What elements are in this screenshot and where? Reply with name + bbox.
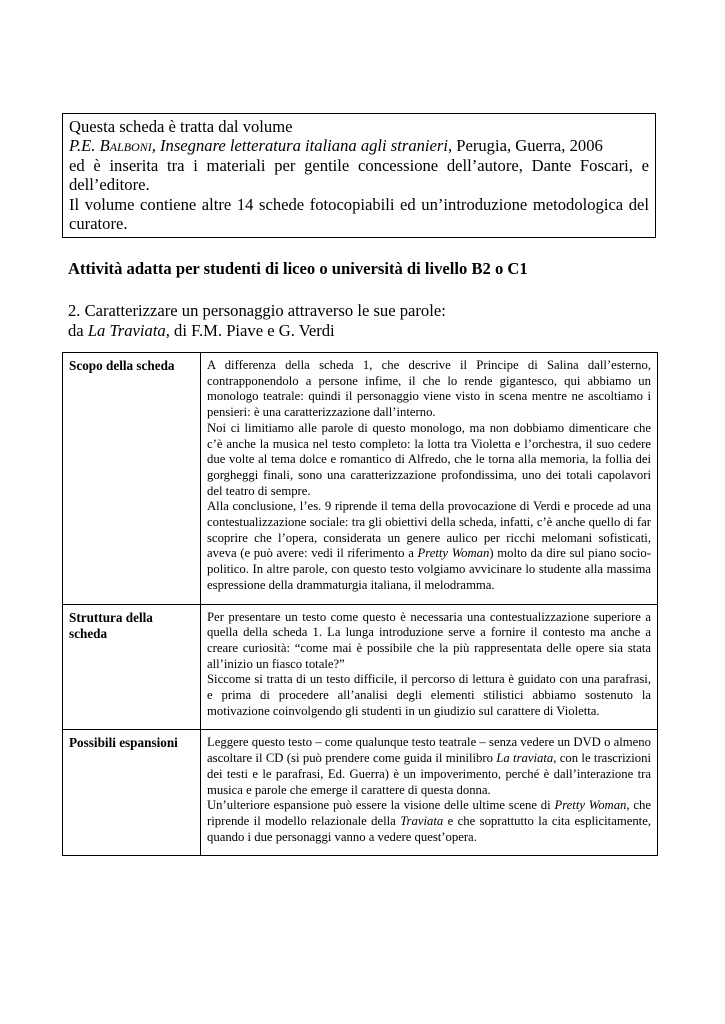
book-author: P.E. Balboni, xyxy=(69,136,156,156)
scopo-p3-italic: Pretty Woman xyxy=(417,546,490,561)
row-label-scopo: Scopo della scheda xyxy=(63,353,201,605)
scopo-paragraph-2: Noi ci limitiamo alle parole di questo monologo, ma non dobbiamo dimenticare che c’è anche la musica nel testo completo: la lotta tra Violetta e l’orchestra, il suo cedere due volte al tema dolce e romantico di Alfredo, che le torna alla memoria, la follia dei gorgheggi finali, sono una caratterizzazione profondissima, uno dei totali capolavori del teatro di sempre. xyxy=(207,420,651,498)
table-row-espansioni xyxy=(63,730,658,856)
scopo-paragraph-3 xyxy=(207,499,651,593)
table-row-struttura xyxy=(63,604,658,730)
row-content-struttura xyxy=(201,604,658,730)
espansioni-p2-text-b: , che riprende il modello relazionale della xyxy=(207,798,651,828)
book-publisher: , Perugia, Guerra, 2006 xyxy=(447,136,603,156)
struttura-paragraph-1: Per presentare un testo come questo è necessaria una contestualizzazione superiore a quella della scheda 1. La lunga introduzione serve a fornire il contesto ma anche a creare curiosità: “come mai è possibile che la più rappresentata delle opere sia stata all’inizio un fiasco totale?” xyxy=(207,609,651,671)
intro-concession: ed è inserita tra i materiali per gentile concessione dell’autore, Dante Foscari, e dell’editore. xyxy=(69,155,649,195)
subtitle-line2 xyxy=(68,321,446,341)
struttura-paragraph-2: Siccome si tratta di un testo difficile, il percorso di lettura è guidato con una parafrasi, e prima di procedere all’analisi degli elementi stilistici abbiamo sostenuto la motivazione coinvolgendo gli studenti in un giudizio sul carattere di Violetta. xyxy=(207,672,651,718)
row-content-espansioni xyxy=(201,730,658,856)
row-label-espansioni: Possibili espansioni xyxy=(63,730,201,856)
subtitle-prefix: da xyxy=(68,321,88,340)
subtitle-work: La Traviata, xyxy=(87,321,170,340)
row-label-struttura: Struttura della scheda xyxy=(63,604,201,730)
activity-subtitle xyxy=(68,301,446,341)
espansioni-p2-text-a: Un’ulteriore espansione può essere la visione delle ultime scene di xyxy=(207,798,555,813)
espansioni-p1-text-b: con le trascrizioni dei testi e le parafrasi, Ed. Guerra) è un impoverimento, perché è dall’interazione tra musica e parole che emerge il carattere di questa donna. xyxy=(207,751,652,797)
espansioni-p2-italic2: Traviata xyxy=(400,813,444,828)
activity-heading: Attività adatta per studenti di liceo o università di livello B2 o C1 xyxy=(68,259,528,278)
espansioni-p2-italic: Pretty Woman xyxy=(554,798,627,813)
scopo-p3-text-b: ) molto da dire sul piano socio-politico. In altre parole, con questo testo volgiamo avvicinare lo studente alla massima espressione della drammaturgia italiana, il melodramma. xyxy=(207,546,651,592)
intro-contents: Il volume contiene altre 14 schede fotocopiabili ed un’introduzione metodologica del curatore. xyxy=(69,194,649,234)
scheda-table xyxy=(62,352,658,856)
espansioni-paragraph-2 xyxy=(207,798,651,845)
scopo-paragraph-1: A differenza della scheda 1, che descrive il Principe di Salina dall’esterno, contrapponendolo a persone infime, il che lo rende gigantesco, qui abbiamo un monologo teatrale: quindi il personaggio viene visto in scena mentre ne ascoltiamo i pensieri: è una caratterizzazione dall’interno. xyxy=(207,358,651,420)
espansioni-p2-text-c: e che soprattutto la cita esplicitamente, quando i due personaggi vanno a vedere quest’opera. xyxy=(207,813,651,844)
espansioni-paragraph-1 xyxy=(207,735,651,798)
intro-box xyxy=(62,113,656,238)
intro-citation xyxy=(69,136,649,155)
intro-line1: Questa scheda è tratta dal volume xyxy=(69,117,293,136)
subtitle-line1: 2. Caratterizzare un personaggio attraverso le sue parole: xyxy=(68,301,446,320)
table-row-scopo xyxy=(63,353,658,605)
espansioni-p1-text-a: Leggere questo testo – come qualunque testo teatrale – senza vedere un DVD o almeno ascoltare il CD (si può prendere come guida il minilibro xyxy=(207,735,651,766)
scopo-p3-text-a: Alla conclusione, l’es. 9 riprende il tema della provocazione di Verdi e procede ad una contestualizzazione sociale: tra gli obiettivi della scheda, infatti, c’è anche quello di far scoprire che l’opera, considerata un genere aulico per ricchi melomani sofisticati, aveva (e può avere: vedi il riferimento a xyxy=(207,499,651,561)
espansioni-p1-italic: La traviata, xyxy=(496,751,557,766)
subtitle-suffix: di F.M. Piave e G. Verdi xyxy=(169,321,335,340)
book-title: Insegnare letteratura italiana agli stranieri xyxy=(160,136,448,156)
row-content-scopo xyxy=(201,353,658,605)
